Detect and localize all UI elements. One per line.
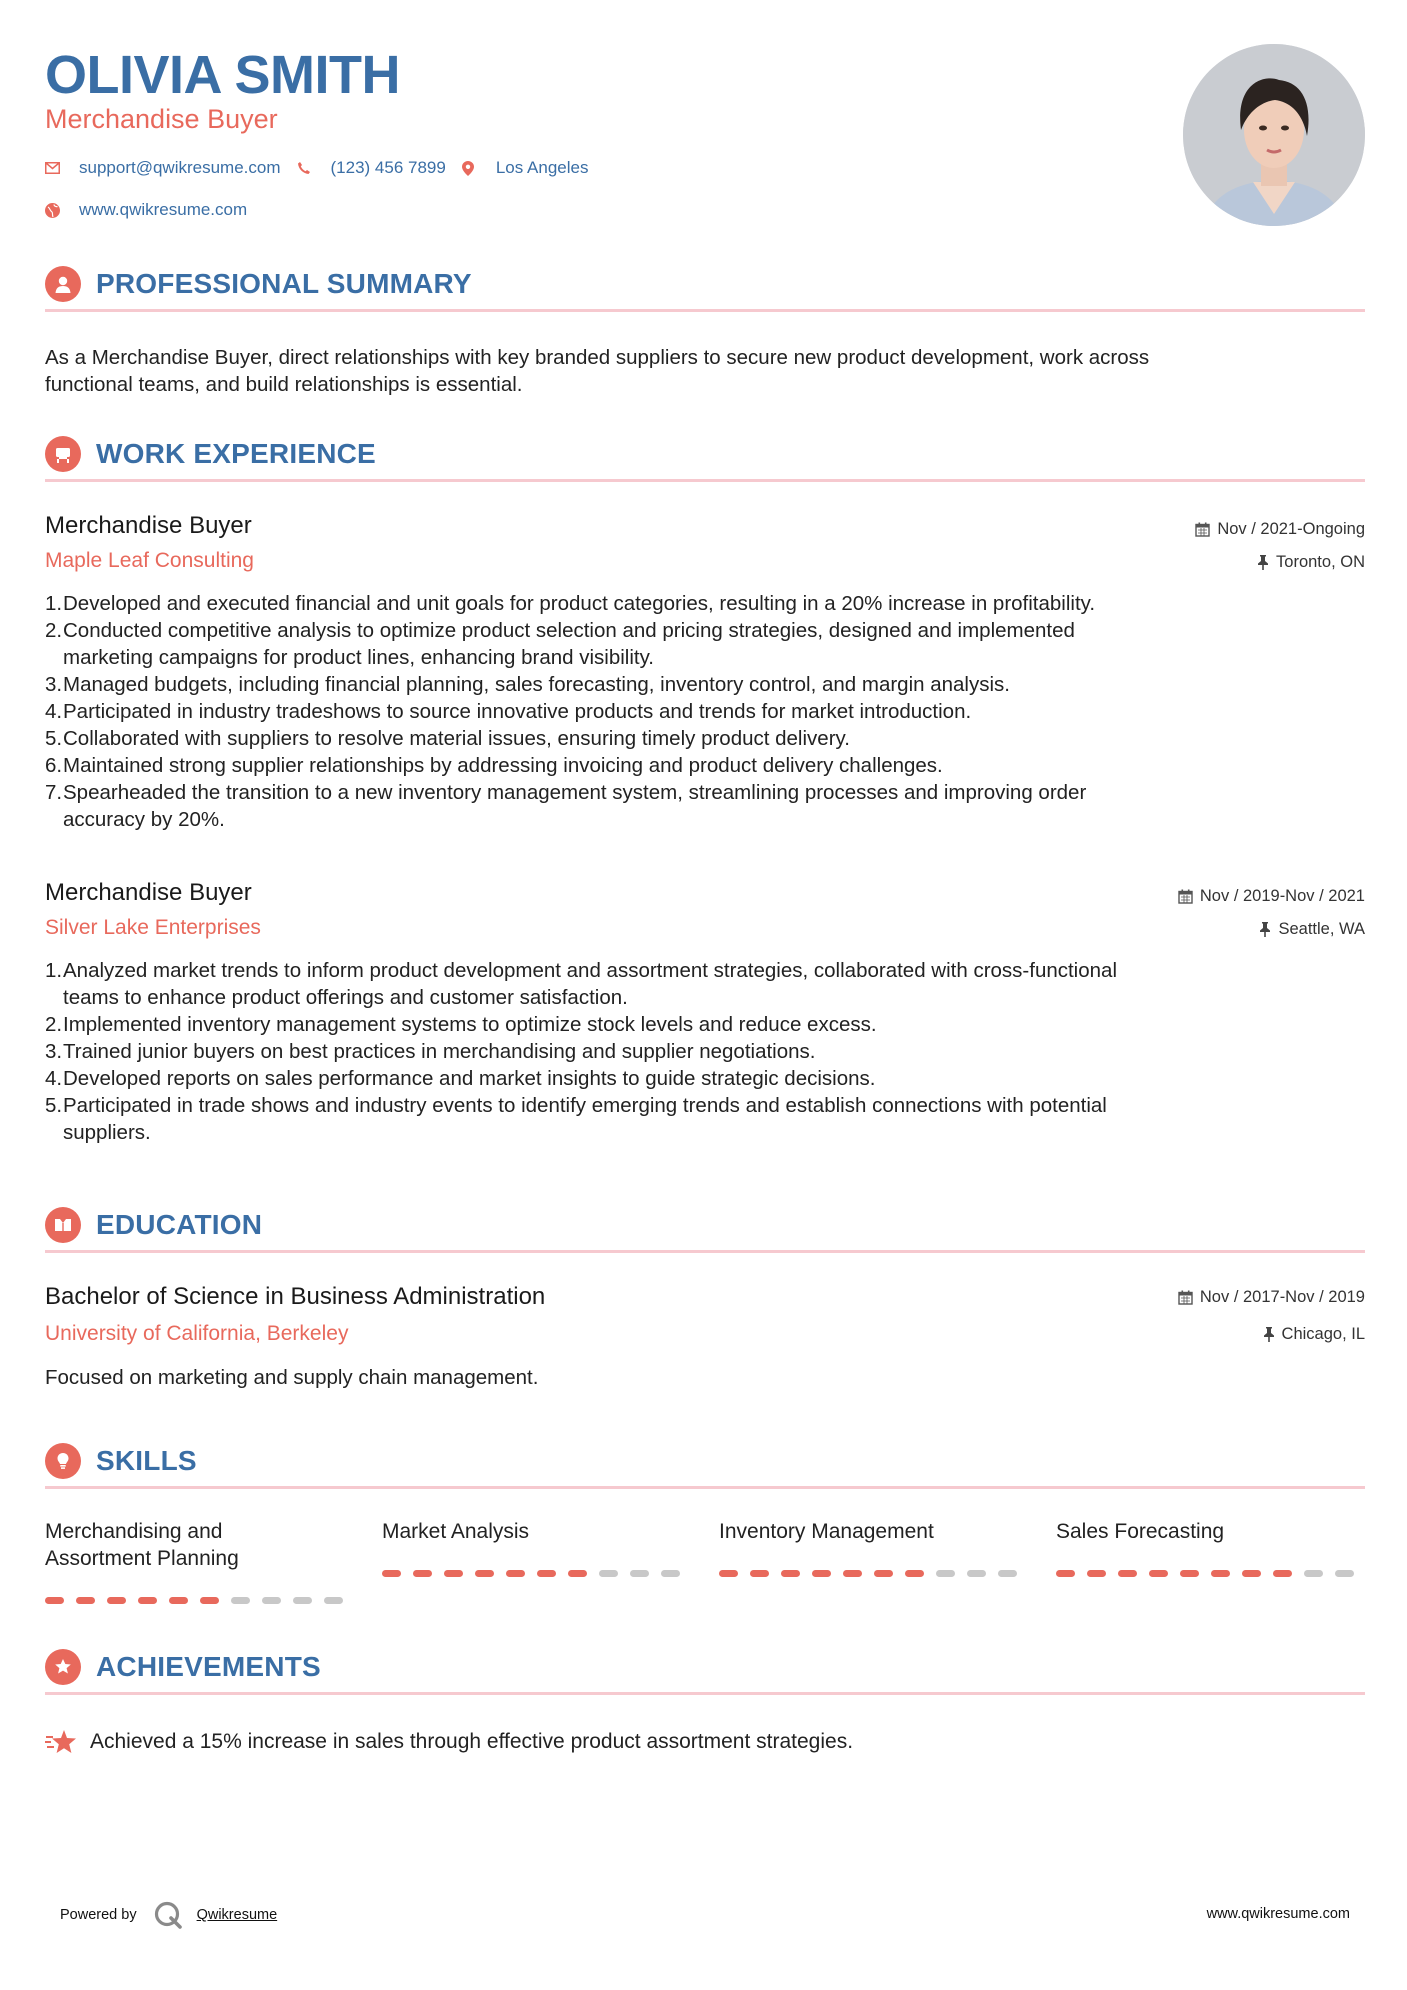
list-item: 1. Developed and executed financial and unit goals for product categories, resulting in a 20% increase in profitability. bbox=[45, 592, 1096, 615]
rating-dot-filled bbox=[719, 1570, 738, 1577]
skill-rating bbox=[45, 1597, 355, 1604]
rating-dot-empty bbox=[599, 1570, 618, 1577]
rating-dot-filled bbox=[107, 1597, 126, 1604]
rating-dot-filled bbox=[1056, 1570, 1075, 1577]
skill-name: Sales Forecasting bbox=[1056, 1520, 1225, 1543]
experience-title: WORK EXPERIENCE bbox=[96, 438, 376, 469]
list-item: 6. Maintained strong supplier relationships by addressing invoicing and product delivery challenges. bbox=[45, 754, 943, 777]
rating-dot-empty bbox=[293, 1597, 312, 1604]
job-2-location bbox=[1259, 920, 1365, 939]
rating-dot-filled bbox=[874, 1570, 893, 1577]
rating-dot-empty bbox=[231, 1597, 250, 1604]
list-item: 1. Analyzed market trends to inform product development and assortment strategies, collaborated with cross-functional teams to enhance product offerings and customer satisfaction. bbox=[45, 959, 1117, 1009]
rating-dot-filled bbox=[1118, 1570, 1137, 1577]
job-1-dates-text: Nov / 2021-Ongoing bbox=[1217, 520, 1365, 538]
rating-dot-filled bbox=[1149, 1570, 1168, 1577]
education-dates bbox=[1178, 1288, 1365, 1307]
skill-item bbox=[1056, 1518, 1366, 1545]
skill-item bbox=[45, 1518, 355, 1572]
qwikresume-link[interactable]: Qwikresume bbox=[196, 1907, 278, 1923]
skill-name-line-2: Assortment Planning bbox=[45, 1547, 239, 1570]
rating-dot-filled bbox=[200, 1597, 219, 1604]
profile-photo bbox=[1183, 44, 1365, 226]
rating-dot-filled bbox=[812, 1570, 831, 1577]
rating-dot-filled bbox=[413, 1570, 432, 1577]
star-badge-icon bbox=[45, 1649, 81, 1685]
skill-rating bbox=[1056, 1570, 1366, 1577]
pushpin-icon bbox=[1263, 1327, 1275, 1342]
rating-dot-empty bbox=[967, 1570, 986, 1577]
phone-text: (123) 456 7899 bbox=[330, 158, 446, 177]
job-2-title: Merchandise Buyer bbox=[45, 879, 252, 906]
job-2-company: Silver Lake Enterprises bbox=[45, 916, 261, 939]
list-item: 3. Trained junior buyers on best practices in merchandising and supplier negotiations. bbox=[45, 1040, 816, 1063]
skill-item bbox=[719, 1518, 1029, 1545]
job-2-responsibilities bbox=[45, 957, 1345, 1146]
skill-item bbox=[382, 1518, 692, 1545]
website-text[interactable]: www.qwikresume.com bbox=[79, 200, 248, 219]
job-1-title: Merchandise Buyer bbox=[45, 512, 252, 539]
rating-dot-filled bbox=[843, 1570, 862, 1577]
footer-url[interactable]: www.qwikresume.com bbox=[1206, 1906, 1350, 1922]
rating-dot-filled bbox=[537, 1570, 556, 1577]
skill-name-line-1: Merchandising and bbox=[45, 1520, 223, 1543]
rating-dot-filled bbox=[444, 1570, 463, 1577]
education-location-text: Chicago, IL bbox=[1281, 1325, 1365, 1343]
skills-title: SKILLS bbox=[96, 1445, 197, 1476]
rating-dot-filled bbox=[1242, 1570, 1261, 1577]
job-1-dates bbox=[1195, 520, 1365, 539]
rating-dot-filled bbox=[138, 1597, 157, 1604]
globe-icon bbox=[45, 203, 79, 218]
qwikresume-logo-icon bbox=[153, 1900, 183, 1930]
rating-dot-empty bbox=[661, 1570, 680, 1577]
education-location bbox=[1263, 1325, 1365, 1344]
education-description: Focused on marketing and supply chain management. bbox=[45, 1366, 539, 1389]
graduation-icon bbox=[45, 1207, 81, 1243]
location-text: Los Angeles bbox=[495, 158, 589, 177]
job-2-dates bbox=[1178, 887, 1365, 906]
list-item: 5. Collaborated with suppliers to resolve material issues, ensuring timely product delivery. bbox=[45, 727, 850, 750]
list-item: 2. Implemented inventory management systems to optimize stock levels and reduce excess. bbox=[45, 1013, 877, 1036]
briefcase-icon bbox=[45, 436, 81, 472]
skill-rating bbox=[719, 1570, 1029, 1577]
school-name: University of California, Berkeley bbox=[45, 1322, 349, 1345]
rating-dot-filled bbox=[1211, 1570, 1230, 1577]
envelope-icon bbox=[45, 162, 79, 174]
summary-line-1: As a Merchandise Buyer, direct relationships with key branded suppliers to secure new product development, work across bbox=[45, 346, 1150, 369]
map-pin-icon bbox=[462, 161, 496, 176]
calendar-icon bbox=[1195, 522, 1210, 537]
job-2-location-text: Seattle, WA bbox=[1278, 920, 1365, 938]
lightbulb-icon bbox=[45, 1443, 81, 1479]
summary-text bbox=[45, 344, 1365, 398]
education-section-header bbox=[45, 1203, 1365, 1253]
skill-name: Inventory Management bbox=[719, 1520, 934, 1543]
rating-dot-filled bbox=[781, 1570, 800, 1577]
rating-dot-filled bbox=[1087, 1570, 1106, 1577]
job-1-location-text: Toronto, ON bbox=[1276, 553, 1365, 571]
achievement-item bbox=[45, 1728, 853, 1756]
rating-dot-empty bbox=[936, 1570, 955, 1577]
list-item: 2. Conducted competitive analysis to optimize product selection and pricing strategies, designed and implemented marketing campaigns for product lines, enhancing brand visibility. bbox=[45, 619, 1075, 669]
rating-dot-filled bbox=[568, 1570, 587, 1577]
experience-section-header bbox=[45, 432, 1365, 482]
education-title: EDUCATION bbox=[96, 1209, 263, 1240]
job-2-dates-text: Nov / 2019-Nov / 2021 bbox=[1199, 887, 1365, 905]
rating-dot-filled bbox=[506, 1570, 525, 1577]
education-dates-text: Nov / 2017-Nov / 2019 bbox=[1199, 1288, 1365, 1306]
website-item[interactable] bbox=[45, 200, 247, 220]
rating-dot-empty bbox=[1304, 1570, 1323, 1577]
list-item: 4. Developed reports on sales performance and market insights to guide strategic decisions. bbox=[45, 1067, 876, 1090]
rating-dot-filled bbox=[1180, 1570, 1199, 1577]
email-item[interactable] bbox=[45, 158, 281, 178]
degree-title: Bachelor of Science in Business Administration bbox=[45, 1283, 546, 1310]
achievement-text: Achieved a 15% increase in sales through effective product assortment strategies. bbox=[90, 1730, 854, 1753]
rating-dot-filled bbox=[45, 1597, 64, 1604]
rating-dot-empty bbox=[998, 1570, 1017, 1577]
candidate-name: OLIVIA SMITH bbox=[45, 45, 400, 105]
rating-dot-filled bbox=[76, 1597, 95, 1604]
rating-dot-empty bbox=[262, 1597, 281, 1604]
candidate-role: Merchandise Buyer bbox=[45, 104, 278, 134]
rating-dot-empty bbox=[1335, 1570, 1354, 1577]
rating-dot-filled bbox=[169, 1597, 188, 1604]
calendar-icon bbox=[1178, 1290, 1193, 1305]
summary-title: PROFESSIONAL SUMMARY bbox=[96, 268, 472, 299]
job-1-responsibilities bbox=[45, 590, 1345, 833]
list-item: 4. Participated in industry tradeshows to source innovative products and trends for market introduction. bbox=[45, 700, 972, 723]
rating-dot-empty bbox=[630, 1570, 649, 1577]
star-icon bbox=[45, 1728, 90, 1756]
rating-dot-filled bbox=[475, 1570, 494, 1577]
list-item: 3. Managed budgets, including financial planning, sales forecasting, inventory control, and margin analysis. bbox=[45, 673, 1010, 696]
list-item: 7. Spearheaded the transition to a new inventory management system, streamlining processes and improving order accuracy by 20%. bbox=[45, 781, 1087, 831]
summary-section-header bbox=[45, 262, 1365, 312]
pushpin-icon bbox=[1257, 555, 1269, 570]
skill-rating bbox=[382, 1570, 692, 1577]
list-item: 5. Participated in trade shows and industry events to identify emerging trends and establish connections with potential suppliers. bbox=[45, 1094, 1107, 1144]
rating-dot-filled bbox=[1273, 1570, 1292, 1577]
contact-row bbox=[45, 158, 604, 178]
location-item bbox=[462, 158, 589, 178]
phone-item bbox=[297, 158, 446, 178]
resume-page bbox=[45, 0, 1365, 1990]
rating-dot-filled bbox=[905, 1570, 924, 1577]
user-icon bbox=[45, 266, 81, 302]
rating-dot-filled bbox=[750, 1570, 769, 1577]
calendar-icon bbox=[1178, 889, 1193, 904]
achievements-section-header bbox=[45, 1645, 1365, 1695]
achievements-title: ACHIEVEMENTS bbox=[96, 1651, 321, 1682]
job-1-location bbox=[1257, 553, 1365, 572]
skills-section-header bbox=[45, 1439, 1365, 1489]
email-text[interactable]: support@qwikresume.com bbox=[79, 158, 281, 177]
footer-branding bbox=[60, 1900, 277, 1930]
summary-line-2: functional teams, and build relationships is essential. bbox=[45, 373, 523, 396]
website-row bbox=[45, 200, 263, 220]
pushpin-icon bbox=[1259, 922, 1271, 937]
phone-icon bbox=[297, 161, 331, 175]
rating-dot-filled bbox=[382, 1570, 401, 1577]
powered-by-label: Powered by bbox=[60, 1907, 137, 1923]
skill-name: Market Analysis bbox=[382, 1520, 530, 1543]
job-1-company: Maple Leaf Consulting bbox=[45, 549, 254, 572]
rating-dot-empty bbox=[324, 1597, 343, 1604]
